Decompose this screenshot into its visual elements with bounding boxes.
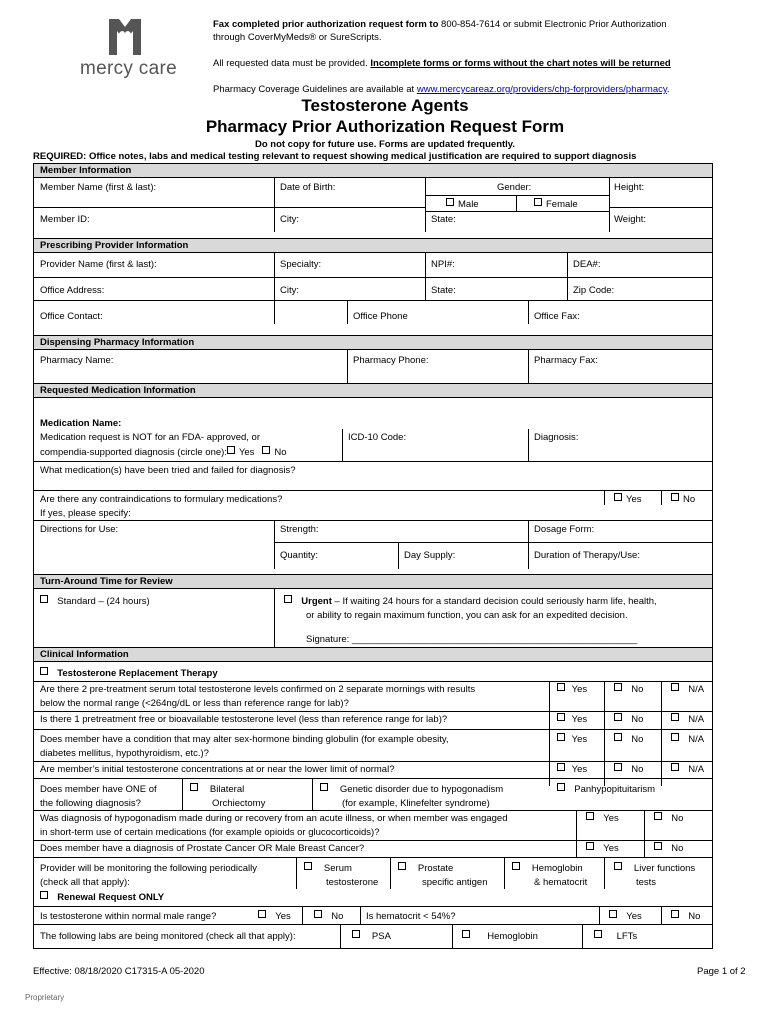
- q6-yes-checkbox[interactable]: [586, 812, 594, 820]
- q6-yes[interactable]: [586, 812, 619, 825]
- strength-field[interactable]: Strength:: [280, 524, 319, 535]
- gender-label: Gender:: [497, 182, 532, 193]
- r1-yes-checkbox[interactable]: [258, 910, 266, 918]
- guidelines-text: Pharmacy Coverage Guidelines are available at: [213, 84, 415, 95]
- copy-note: Do not copy for future use. Forms are updated frequently.: [254, 139, 516, 150]
- q4-na-checkbox[interactable]: [671, 763, 679, 771]
- q1-no-checkbox[interactable]: [614, 683, 622, 691]
- medication-name-field[interactable]: Medication Name:: [40, 418, 122, 429]
- section-member-info: Member Information: [34, 163, 712, 178]
- q3-no-checkbox[interactable]: [614, 733, 622, 741]
- q4-no[interactable]: [614, 763, 643, 776]
- pharmacy-phone-field[interactable]: Pharmacy Phone:: [353, 355, 429, 366]
- zip-code-field[interactable]: Zip Code:: [573, 285, 615, 296]
- trt-label: Testosterone Replacement Therapy: [57, 668, 218, 679]
- q3-line1: Does member have a condition that may alter sex-hormone binding globulin (for example obesity,: [40, 734, 449, 745]
- guidelines-end: .: [666, 84, 670, 95]
- r3-lft-label: LFTs: [616, 931, 638, 942]
- q4-yes[interactable]: [557, 763, 587, 776]
- office-contact-field[interactable]: Office Contact:: [40, 311, 103, 322]
- guidelines-line: [213, 83, 670, 96]
- office-address-field[interactable]: Office Address:: [40, 285, 105, 296]
- q8-lft-checkbox[interactable]: [614, 862, 622, 870]
- section-medication-info: Requested Medication Information: [34, 383, 712, 398]
- q1-line1: Are there 2 pre-treatment serum total testosterone levels confirmed on 2 separate mornings with results: [40, 684, 476, 695]
- q3-no-label: No: [631, 734, 644, 745]
- not-fda-yes-label: Yes: [238, 447, 255, 458]
- r2-text: Is hematocrit < 54%?: [366, 911, 456, 922]
- urgent-text2: or ability to regain maximum function, you can ask for an expedited decision.: [306, 610, 628, 621]
- r2-no[interactable]: [671, 910, 700, 923]
- tried-failed-field[interactable]: What medication(s) have been tried and failed for diagnosis?: [40, 465, 296, 476]
- q5-panhypo-checkbox[interactable]: [557, 783, 565, 791]
- contra-no-option[interactable]: [671, 493, 695, 506]
- member-id-field[interactable]: Member ID:: [40, 214, 90, 225]
- q8-hgb-label2: & hematocrit: [534, 877, 588, 888]
- contra-yes-option[interactable]: [614, 493, 642, 506]
- gender-female-option[interactable]: [534, 198, 578, 211]
- section-turnaround: Turn-Around Time for Review: [34, 574, 712, 589]
- section-clinical-info: Clinical Information: [34, 647, 712, 662]
- q2-no-checkbox[interactable]: [614, 713, 622, 721]
- r1-no[interactable]: [314, 910, 343, 923]
- r1-no-label: No: [331, 911, 344, 922]
- r1-text: Is testosterone within normal male range?: [40, 911, 217, 922]
- fax-instructions: [213, 18, 667, 44]
- r2-yes-checkbox[interactable]: [609, 910, 617, 918]
- q5-bilateral-checkbox[interactable]: [190, 783, 198, 791]
- q7-no[interactable]: [654, 842, 683, 855]
- q5-genetic-example: (for example, Klinefelter syndrome): [342, 798, 490, 809]
- q4-yes-label: Yes: [571, 764, 588, 775]
- q8-serum-label: Serum: [323, 863, 352, 874]
- r3-psa-label: PSA: [371, 931, 391, 942]
- not-fda-no-label: No: [274, 447, 287, 458]
- q8-hgb-checkbox[interactable]: [512, 862, 520, 870]
- q5-panhypo-label: Panhypopituitarism: [574, 784, 656, 795]
- q1-no[interactable]: [614, 683, 643, 696]
- pharmacy-name-field[interactable]: Pharmacy Name:: [40, 355, 114, 366]
- q4-na[interactable]: [671, 763, 704, 776]
- pharmacy-fax-field[interactable]: Pharmacy Fax:: [534, 355, 598, 366]
- form-title-line2: Pharmacy Prior Authorization Request Form: [205, 117, 565, 136]
- fax-line-bold: Fax completed prior authorization request form to: [213, 19, 439, 30]
- r3-hgb-option[interactable]: [462, 930, 538, 943]
- r3-psa-option[interactable]: [352, 930, 391, 943]
- q6-line2: in short-term use of certain medications (for example opioids or glucocorticoids)?: [40, 827, 380, 838]
- r3-hgb-label: Hemoglobin: [487, 931, 538, 942]
- q1-na[interactable]: [671, 683, 704, 696]
- logo-text: mercy care: [80, 58, 177, 79]
- dob-field[interactable]: Date of Birth:: [280, 182, 336, 193]
- q8-hgb-option[interactable]: [512, 862, 583, 875]
- q4-yes-checkbox[interactable]: [557, 763, 565, 771]
- q2-yes[interactable]: [557, 713, 587, 726]
- q3-na-label: N/A: [688, 734, 705, 745]
- signature-field[interactable]: Signature: ______________________________________________________: [306, 634, 638, 645]
- logo-heart-icon: [105, 17, 145, 57]
- section-provider-info: Prescribing Provider Information: [34, 238, 712, 253]
- q5-genetic-label: Genetic disorder due to hypogonadism: [339, 784, 504, 795]
- fax-line-rest: 800-854-7614 or submit Electronic Prior Authorization: [441, 19, 667, 30]
- q2-na-label: N/A: [688, 714, 705, 725]
- r2-no-label: No: [688, 911, 701, 922]
- r3-lft-option[interactable]: [594, 930, 637, 943]
- r3-hgb-checkbox[interactable]: [462, 930, 470, 938]
- q8-psa-option[interactable]: [398, 862, 453, 875]
- q5-line1: Does member have ONE of: [40, 784, 157, 795]
- q3-yes[interactable]: [557, 733, 587, 746]
- q8-line2: (check all that apply):: [40, 877, 130, 888]
- diagnosis-field[interactable]: Diagnosis:: [534, 432, 579, 443]
- q1-no-label: No: [631, 684, 644, 695]
- q6-line1: Was diagnosis of hypogonadism made during or recovery from an acute illness, or when member was engaged: [40, 813, 508, 824]
- q3-no[interactable]: [614, 733, 643, 746]
- r3-lft-checkbox[interactable]: [594, 930, 602, 938]
- q8-psa-checkbox[interactable]: [398, 862, 406, 870]
- q5-genetic-option[interactable]: [320, 783, 503, 796]
- q1-na-checkbox[interactable]: [671, 683, 679, 691]
- standard-label: Standard – (24 hours): [57, 596, 150, 607]
- q4-na-label: N/A: [688, 764, 705, 775]
- contra-yes-label: Yes: [626, 494, 642, 505]
- q8-lft-label2: tests: [636, 877, 657, 888]
- r2-yes-label: Yes: [626, 911, 642, 922]
- day-supply-field[interactable]: Day Supply:: [404, 550, 456, 561]
- office-phone-field[interactable]: Office Phone: [353, 311, 408, 322]
- specialty-field[interactable]: Specialty:: [280, 259, 322, 270]
- q2-na[interactable]: [671, 713, 704, 726]
- r3-text: The following labs are being monitored (check all that apply):: [40, 931, 296, 942]
- renewal-label: Renewal Request ONLY: [57, 892, 165, 903]
- not-fda-text: compendia-supported diagnosis (circle one):: [40, 447, 227, 458]
- gender-male-option[interactable]: [446, 198, 479, 211]
- required-line-a: All requested data must be provided.: [213, 58, 368, 69]
- weight-field[interactable]: Weight:: [614, 214, 647, 225]
- renewal-heading: [40, 891, 164, 904]
- required-line-b: Incomplete forms or forms without the chart notes will be returned: [370, 58, 671, 69]
- contra-no-checkbox[interactable]: [671, 493, 679, 501]
- not-fda-line2: [40, 446, 287, 459]
- effective-date: Effective: 08/18/2020 C17315-A 05-2020: [33, 966, 205, 977]
- q1-line2: below the normal range (<264ng/dL or less than reference range for lab)?: [40, 698, 349, 709]
- required-docs-note: REQUIRED: Office notes, labs and medical testing relevant to request showing medical justification are required to support diagnosis: [33, 151, 637, 162]
- q7-yes-label: Yes: [603, 843, 619, 854]
- q6-no-checkbox[interactable]: [654, 812, 662, 820]
- contra-yes-checkbox[interactable]: [614, 493, 622, 501]
- height-field[interactable]: Height:: [614, 182, 645, 193]
- q4-no-label: No: [631, 764, 644, 775]
- icd10-field[interactable]: ICD-10 Code:: [348, 432, 407, 443]
- q7-no-checkbox[interactable]: [654, 842, 662, 850]
- standard-option[interactable]: [40, 595, 150, 608]
- not-fda-no-checkbox[interactable]: [262, 446, 270, 454]
- urgent-text1: – If waiting 24 hours for a standard decision could seriously harm life, health,: [334, 596, 657, 607]
- authorization-form: [33, 163, 713, 949]
- q6-yes-label: Yes: [603, 813, 619, 824]
- q2-yes-checkbox[interactable]: [557, 713, 565, 721]
- dosage-form-field[interactable]: Dosage Form:: [534, 524, 595, 535]
- q5-bilateral-option[interactable]: [190, 783, 244, 796]
- q4-no-checkbox[interactable]: [614, 763, 622, 771]
- q6-no[interactable]: [654, 812, 683, 825]
- not-fda-line1: Medication request is NOT for an FDA- approved, or: [40, 432, 261, 443]
- q7-no-label: No: [671, 843, 684, 854]
- q1-na-label: N/A: [688, 684, 705, 695]
- urgent-option[interactable]: [284, 595, 657, 608]
- provider-city-field[interactable]: City:: [280, 285, 299, 296]
- member-city-field[interactable]: City:: [280, 214, 299, 225]
- q3-yes-label: Yes: [571, 734, 588, 745]
- q8-lft-label: Liver functions: [633, 863, 696, 874]
- q8-serum-checkbox[interactable]: [304, 862, 312, 870]
- q8-hgb-label: Hemoglobin: [531, 863, 583, 874]
- q8-line1: Provider will be monitoring the following periodically: [40, 863, 258, 874]
- q8-psa-label2: specific antigen: [422, 877, 488, 888]
- directions-field[interactable]: Directions for Use:: [40, 524, 119, 535]
- provider-state-field[interactable]: State:: [431, 285, 456, 296]
- q7-text: Does member have a diagnosis of Prostate Cancer OR Male Breast Cancer?: [40, 843, 365, 854]
- dea-field[interactable]: DEA#:: [573, 259, 601, 270]
- renewal-checkbox[interactable]: [40, 891, 48, 899]
- provider-name-field[interactable]: Provider Name (first & last):: [40, 259, 157, 270]
- q3-na[interactable]: [671, 733, 704, 746]
- member-state-field[interactable]: State:: [431, 214, 456, 225]
- r1-no-checkbox[interactable]: [314, 910, 322, 918]
- contra-no-label: No: [683, 494, 696, 505]
- q3-yes-checkbox[interactable]: [557, 733, 565, 741]
- male-label: Male: [458, 199, 479, 210]
- standard-checkbox[interactable]: [40, 595, 48, 603]
- q3-na-checkbox[interactable]: [671, 733, 679, 741]
- member-name-field[interactable]: Member Name (first & last):: [40, 182, 157, 193]
- quantity-field[interactable]: Quantity:: [280, 550, 319, 561]
- proprietary-label: Proprietary: [25, 993, 65, 1002]
- r1-yes[interactable]: [258, 910, 291, 923]
- contraindications-question: Are there any contraindications to formulary medications?: [40, 494, 283, 505]
- not-fda-yes-checkbox[interactable]: [227, 446, 235, 454]
- r1-yes-label: Yes: [275, 911, 291, 922]
- q2-na-checkbox[interactable]: [671, 713, 679, 721]
- q1-yes-checkbox[interactable]: [557, 683, 565, 691]
- guidelines-link[interactable]: www.mercycareaz.org/providers/chp-forproviders/pharmacy: [416, 84, 667, 95]
- q2-no-label: No: [631, 714, 644, 725]
- q6-no-label: No: [671, 813, 684, 824]
- form-title-line1: Testosterone Agents: [301, 96, 469, 115]
- q5-orchiectomy-label: Orchiectomy: [212, 798, 266, 809]
- r3-psa-checkbox[interactable]: [352, 930, 360, 938]
- specify-field[interactable]: If yes, please specify:: [40, 508, 131, 519]
- q5-genetic-checkbox[interactable]: [320, 783, 328, 791]
- office-fax-field[interactable]: Office Fax:: [534, 311, 580, 322]
- q5-line2: the following diagnosis?: [40, 798, 141, 809]
- required-data-notice: [213, 57, 671, 70]
- urgent-checkbox[interactable]: [284, 595, 292, 603]
- q4-text: Are member’s initial testosterone concentrations at or near the lower limit of normal?: [40, 764, 395, 775]
- npi-field[interactable]: NPI#:: [431, 259, 455, 270]
- q8-psa-label: Prostate: [417, 863, 454, 874]
- q8-lft-option[interactable]: [614, 862, 695, 875]
- female-label: Female: [546, 199, 578, 210]
- duration-field[interactable]: Duration of Therapy/Use:: [534, 550, 640, 561]
- section-pharmacy-info: Dispensing Pharmacy Information: [34, 335, 712, 350]
- q8-serum-label2: testosterone: [326, 877, 379, 888]
- urgent-label: Urgent: [301, 596, 332, 607]
- q5-bilateral-label: Bilateral: [209, 784, 245, 795]
- trt-checkbox[interactable]: [40, 667, 48, 675]
- q3-line2: diabetes mellitus, hypothyroidism, etc.)?: [40, 748, 209, 759]
- fax-line2: through CoverMyMeds® or SureScripts.: [213, 32, 382, 43]
- q1-yes[interactable]: [557, 683, 587, 696]
- male-checkbox[interactable]: [446, 198, 454, 206]
- page-number: Page 1 of 2: [697, 966, 746, 977]
- q1-yes-label: Yes: [571, 684, 588, 695]
- trt-heading: [40, 667, 218, 680]
- r2-no-checkbox[interactable]: [671, 910, 679, 918]
- q2-no[interactable]: [614, 713, 643, 726]
- q8-serum-option[interactable]: [304, 862, 352, 875]
- q2-yes-label: Yes: [571, 714, 588, 725]
- female-checkbox[interactable]: [534, 198, 542, 206]
- q5-panhypo-option[interactable]: [557, 783, 655, 796]
- q2-text: Is there 1 pretreatment free or bioavailable testosterone level (less than reference range for lab)?: [40, 714, 448, 725]
- q7-yes[interactable]: [586, 842, 619, 855]
- r2-yes[interactable]: [609, 910, 642, 923]
- q7-yes-checkbox[interactable]: [586, 842, 594, 850]
